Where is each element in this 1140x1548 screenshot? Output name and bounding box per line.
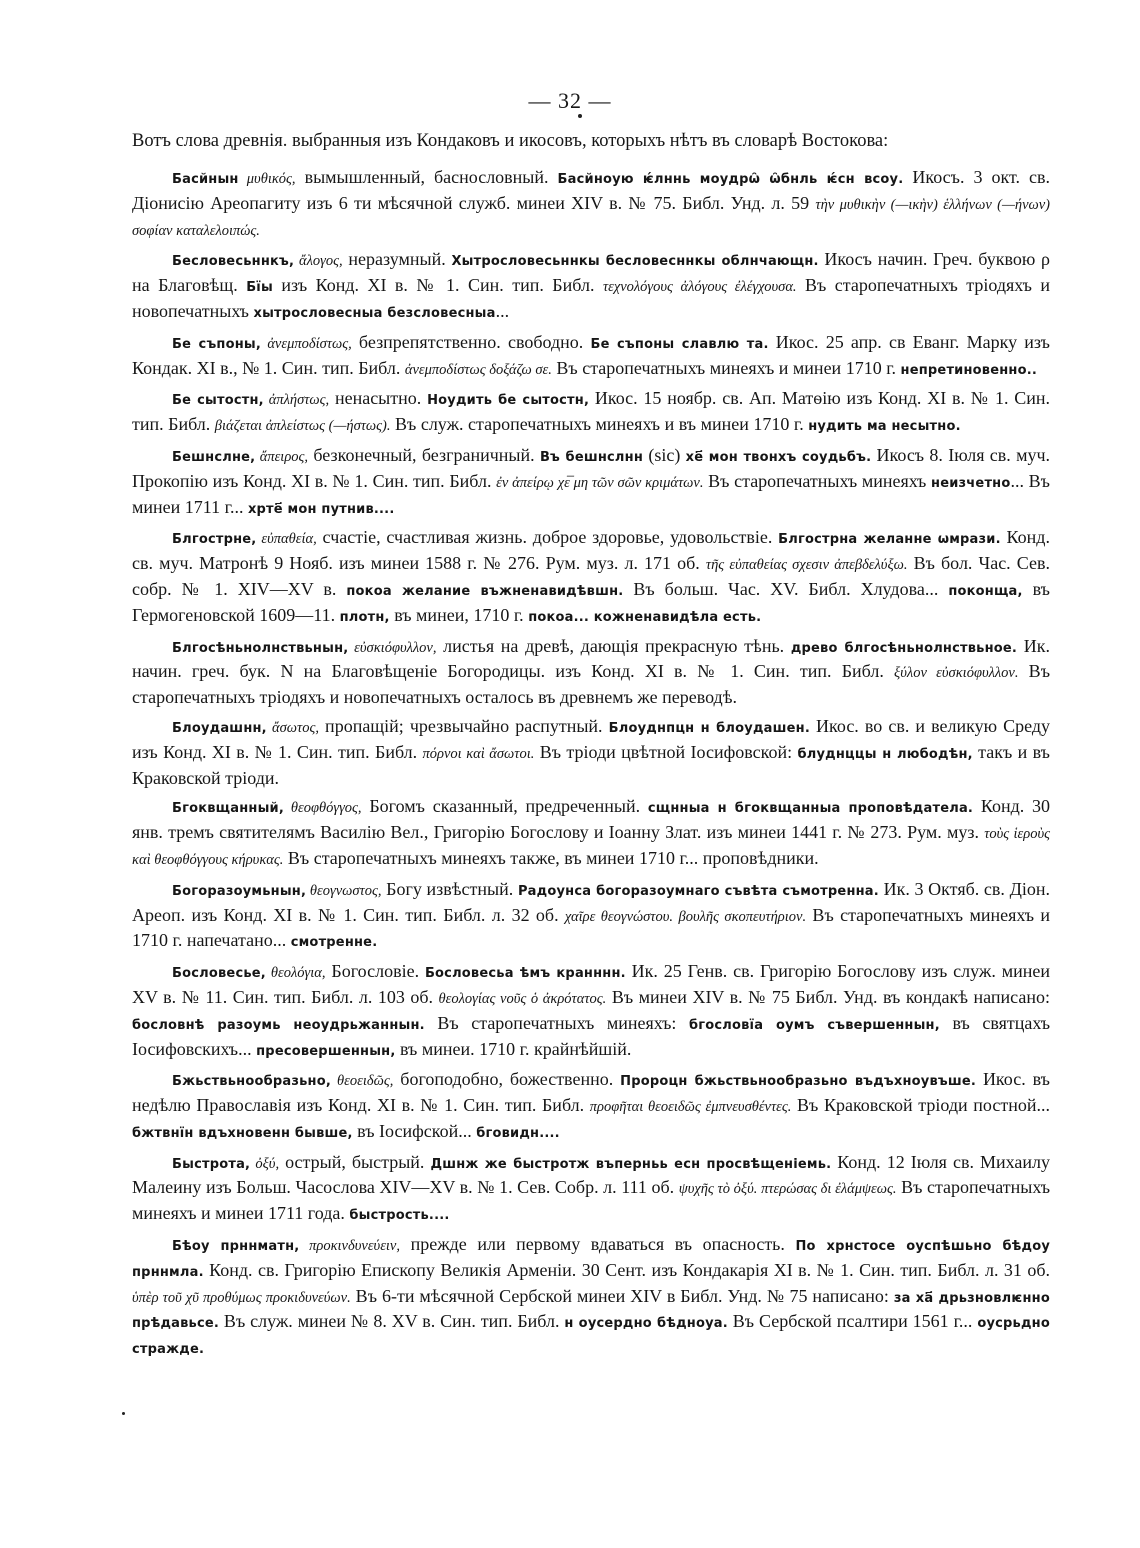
slavonic-quote: плотн, [339,609,390,625]
slavonic-quote: По хрнстосе оуспѣшьно бѣдоу прннмла. [132,1239,1050,1280]
entry-text: прежде или первому вдаваться въ опасность. [400,1234,796,1255]
entry-text: въ Іосифской... [352,1120,477,1141]
slavonic-quote: Басйноую ѥ́лннь моудрѡ̑ ѡ̑бнль ѥ́сн всоу. [557,172,904,187]
entry-text: Въ служ. старопечатныхъ минеяхъ и въ минеи 1710 г. [390,414,809,435]
slavonic-quote: покоа... кожненавидѣла есть. [528,609,762,625]
entry-text: Въ Краковской тріоди постной... [791,1095,1050,1116]
entry-text: Въ Сербской псалтири 1561 г... [727,1311,978,1332]
entry-text: Въ тріоди цвѣтной Іосифовской: [534,741,798,762]
slavonic-quote: смотренне. [290,935,378,951]
entry-text: Икос. въ недѣлю Православія изъ Конд. XI в. № 1. Син. тип. Библ. [132,1069,1050,1116]
entry-text: Въ бол. Час. Сев. собр. № 1. XIV—XV в. [132,553,1050,599]
entry-text: Въ старопечатныхъ минеяхъ: [424,1012,689,1033]
greek-equivalent: ἀπλήστως, [263,392,330,409]
ink-speck [578,114,582,118]
slavonic-quote: Пророцн бжьствьнообразьно въдъхноувъше. [620,1074,977,1090]
dictionary-entry [132,1233,1050,1362]
headword: Бгоквщанный, [172,801,284,817]
slavonic-quote: покоа желание въжненавидѣвшн. [346,583,624,599]
dictionary-entry [132,715,1050,790]
dictionary-entry [132,248,1050,325]
headword: Бесловесьннкъ, [172,254,295,270]
entry-text: Въ старопечатныхъ тріодяхъ и новопечатныхъ [132,275,1051,321]
entry-text: Въ старопечатныхъ минеяхъ и 1710 г. напечатано... [132,904,1050,951]
entry-text: Икос. 25 апр. св Еванг. Марку изъ Кондак. XI в., № 1. Син. тип. Библ. [132,331,1050,378]
entry-text: въ минеи. 1710 г. крайнѣйшій. [395,1038,632,1059]
dictionary-entry [132,960,1050,1063]
headword: Быстрота, [172,1156,251,1172]
entry-text: Конд. 30 янв. тремъ святителямъ Василію Вел., Григорію Богослову и Іоанну Злат. изъ минеи 1441 г. № 273. Рум. муз. [132,796,1050,843]
entry-text: безпрепятственно. свободно. [351,331,591,352]
slavonic-quote: Въ бешнслнн [539,449,644,465]
greek-equivalent: ἄσωτος, [266,719,319,736]
greek-equivalent: βιάζεται ἀπλείστως (—ήστως). [214,418,391,435]
greek-equivalent: θεοφθόγγος, [284,800,362,817]
greek-equivalent: προφῆται θεοειδῶς ἐμπνευσθέντες. [589,1099,792,1116]
slavonic-quote: Бе съпоны славлю та. [590,336,769,352]
entry-text: Богу извѣстный. [381,878,518,899]
entry-text: изъ Конд. XI в. № 1. Син. тип. Библ. [272,275,603,296]
entry-text: Икосъ 8. Іюля св. муч. Прокопію изъ Конд. XI в. № 1. Син. тип. Библ. [132,444,1051,491]
slavonic-quote: н оусердно бѣдноуа. [564,1316,728,1332]
slavonic-quote: Бословесьа ѣмъ кранннн. [424,966,626,982]
greek-equivalent: θεογνωστος, [306,882,382,899]
greek-equivalent: ὑπὲρ τοῦ χῦ προθύμως προκιδυνεύων. [132,1289,351,1306]
slavonic-quote: хе҃ мон твонхъ соудьбъ. [685,449,872,465]
greek-equivalent: θεοειδῶς, [330,1073,394,1090]
page-number: — 32 — [528,88,612,113]
entry-text: Икосъ. 3 окт. св. Діонисію Ареопагиту изъ 6 ти мѣсячной служб. минеи XIV в. № 75. Библ. Унд. л. 59 [132,167,1050,213]
entry-text: Въ служ. минеи № 8. XV в. Син. тип. Библ. [219,1311,565,1332]
greek-equivalent: ἀνεμποδίστως δοξάζω σε. [404,361,552,378]
greek-equivalent: χαῖρε θεογνώστου. βουλῆς σκοπευτήριον. [564,908,807,925]
entry-text: ... [495,300,510,321]
slavonic-quote: за ха҃ дрьзновлѥнно прѣдавьсе. [132,1290,1050,1332]
greek-equivalent: τοὺς ἱεροὺς καὶ θεοφθόγγους κήρυκας. [132,826,1050,868]
greek-equivalent: τὴν μυθικὴν (—ικὴν) ἑλλήνων (—ήνων) σοφίαν καταλελοιπώς. [132,196,1051,239]
greek-equivalent: θεολογίας νοῦς ὁ ἀκρότατος. [438,990,607,1007]
slavonic-quote: древо блгосѣньнолнствьное. [790,640,1018,656]
slavonic-quote: бжтвнїн вдъхновенн бывше, [132,1125,353,1141]
slavonic-quote: Хытрословесьннкы бесловесннкы облнчающн. [451,254,819,270]
entry-text: такъ и въ Краковской тріоди. [132,741,1050,788]
entry-text: пропащій; чрезвычайно распутный. [318,715,609,736]
slavonic-quote: оусрьдно стражде. [132,1316,1050,1358]
dictionary-entry [132,1151,1050,1228]
entry-text: Икос. во св. и великую Среду изъ Конд. XI в. № 1. Син. тип. Библ. [132,715,1051,762]
dictionary-entry [132,526,1050,629]
entry-text: въ Гермогеновской 1609—11. [132,578,1050,625]
slavonic-quote: бословнѣ разоумь неоудрьжаннын. [132,1017,425,1033]
greek-equivalent: ὀξύ, [250,1155,280,1172]
greek-equivalent: προκινδυνεύειν, [299,1238,400,1255]
slavonic-quote: поконща, [948,583,1023,599]
slavonic-quote: Ноудить бе сытостн, [427,393,590,409]
slavonic-quote: пресовершеннын, [256,1043,396,1059]
entry-text: Богомъ сказанный, предреченный. [361,796,648,817]
intro-line: Вотъ слова древнія. выбранныя изъ Кондаковъ и икосовъ, которыхъ нѣтъ въ словарѣ Востокова: [132,131,889,151]
entry-text: Въ старопечатныхъ минеяхъ и минеи 1710 г. [551,357,901,378]
entry-text: Ик. 25 Генв. св. Григорію Богослову изъ служ. минеи XV в. № 11. Син. тип. Библ. л. 103 об. [132,961,1050,1007]
greek-equivalent: εὐσκιόφυλλον, [348,639,437,656]
entry-text: Конд. 12 Іюля св. Михаилу Малеину изъ Больш. Часослова XIV—XV в. № 1. Сев. Собр. л. 111 об. [132,1151,1050,1198]
entry-text: листья на древѣ, дающія прекрасную тѣнь. [436,635,791,656]
entry-text: Въ больш. Час. XV. Библ. Хлудова... [623,578,949,599]
greek-equivalent: ψυχῆς τὸ ὀξύ. πτερώσας δι ἐλάμψεως. [678,1181,897,1198]
dictionary-entry [132,795,1050,872]
entry-text: счастіе, счастливая жизнь. доброе здоровье, удовольствіе. [316,527,779,548]
slavonic-quote: хрте҃ мон путнив.... [247,501,395,517]
dictionary-entry [132,166,1050,243]
headword: Богоразоумьнын, [172,883,307,899]
greek-equivalent: ἄλογος, [294,253,343,270]
greek-equivalent: ἀνεμποδίστως, [261,335,352,352]
greek-equivalent: θεολόγια, [265,965,326,982]
entry-text: ненасытно. [329,388,428,409]
headword: Бѣоу прннматн, [172,1239,300,1255]
entry-text: въ святцахъ Іосифовскихъ... [132,1012,1051,1059]
greek-equivalent: ξύλον εὐσκιόφυλλον. [894,665,1019,682]
ink-speck [122,1412,125,1415]
headword: Блоудашнн, [172,720,267,736]
entry-text: Въ старопечатныхъ минеяхъ также, въ минеи 1710 г... проповѣдники. [283,847,819,868]
headword: Блгострне, [172,532,257,548]
entry-text: Икосъ начин. Греч. буквою ρ на Благовѣщ. [132,249,1050,296]
slavonic-quote: неизчетно [931,475,1011,491]
entry-text: острый, быстрый. [279,1151,431,1172]
greek-equivalent: ἄπειρος, [255,448,309,465]
entry-text: неразумный. [342,249,452,270]
greek-equivalent: τῆς εὐπαθείας σχεσιν ἀπεβδελύξω. [705,557,908,574]
dictionary-entry [132,1068,1050,1145]
headword: Блгосѣньнолнствьнын, [172,640,349,656]
headword: Бословесье, [172,966,266,982]
entry-text: Въ старопечатныхъ минеяхъ [703,470,932,491]
entry-text: безконечный, безграничный. [308,444,540,465]
slavonic-quote: быстрость.... [349,1208,450,1224]
greek-equivalent: τεχνολόγους ἀλόγους ἐλέγχουσα. [602,279,797,296]
headword: Бжьствьнообразьно, [172,1074,331,1090]
slavonic-quote: нудить ма несытно. [808,419,961,435]
entry-text: Ик. начин. греч. бук. N на Благовѣщеніе Богородицы. изъ Конд. XI в. № 1. Син. тип. Библ. [132,635,1050,682]
greek-equivalent: μυθικός, [238,171,296,187]
dictionary-entry [132,878,1050,955]
slavonic-quote: Бїы [246,280,273,296]
entry-text: Икос. 15 ноябр. св. Ап. Матѳію изъ Конд. XI в. № 1. Син. тип. Библ. [132,388,1051,435]
entry-text: Въ старопечатныхъ минеяхъ и минеи 1711 года. [132,1177,1051,1224]
slavonic-quote: сщнныа н бгоквщанныа проповѣдатела. [647,801,974,817]
slavonic-quote: Блоуднпцн н блоудашен. [608,720,810,736]
entry-text: Въ старопечатныхъ тріодяхъ и новопечатныхъ осталось въ древнемъ же переводѣ. [132,661,1050,708]
greek-equivalent: πόρνοι καὶ ἄσωτοι. [422,745,535,762]
entry-text: Конд. св. Григорію Епископу Великія Арменіи. 30 Сент. изъ Кондакарія XI в. № 1. Син. тип. Библ. л. 31 об. [203,1259,1050,1280]
entry-text: вымышленный, баснословный. [295,167,558,187]
greek-equivalent: ἐν ἀπείρῳ χε̅ μη τῶν σῶν κριμάτων. [496,474,704,491]
slavonic-quote: Дшнж же быстротж въперньь есн просвѣщеніемь. [430,1156,832,1172]
slavonic-quote: хытрословесныа безсловесныа [253,305,496,321]
entry-text: ... Въ минеи 1711 г... [132,470,1050,517]
headword: Бе съпоны, [172,336,262,352]
headword: Бешнслне, [172,449,256,465]
entry-text: Въ минеи XIV в. № 75 Библ. Унд. въ кондакѣ написано: [606,986,1050,1007]
entry-text: Въ 6-ти мѣсячной Сербской минеи XIV в Библ. Унд. № 75 написано: [350,1285,894,1306]
entry-text: (sic) [643,444,686,465]
entry-text: Богословіе. [325,961,425,982]
entry-text: Конд. св. муч. Матронѣ 9 Нояб. изъ минеи 1588 г. № 276. Рум. муз. л. 171 об. [132,527,1050,574]
dictionary-entry [132,387,1050,439]
slavonic-quote: бгословїа оумъ съвершеннын, [688,1017,940,1033]
headword: Басйнын [172,172,239,187]
greek-equivalent: εὐπαθεία, [256,531,317,548]
slavonic-quote: непретиновенно.. [900,362,1038,378]
entry-text: въ минеи, 1710 г. [389,604,529,625]
entry-text: богоподобно, божественно. [393,1069,621,1090]
slavonic-quote: Блгострна желанне ѡмрази. [778,532,1001,548]
dictionary-entry [132,331,1050,383]
slavonic-quote: блуднццы н любодѣн, [797,746,973,762]
headword: Бе сытостн, [172,393,264,409]
dictionary-entries [132,166,1050,1367]
dictionary-entry [132,444,1050,521]
slavonic-quote: Радоунса богоразоумнаго съвѣта съмотренна. [517,883,879,899]
dictionary-entry [132,635,1050,710]
entry-text: Ик. 3 Октяб. св. Діон. Ареоп. изъ Конд. XI в. № 1. Син. тип. Библ. л. 32 об. [132,878,1050,925]
slavonic-quote: бговидн.... [476,1125,560,1141]
